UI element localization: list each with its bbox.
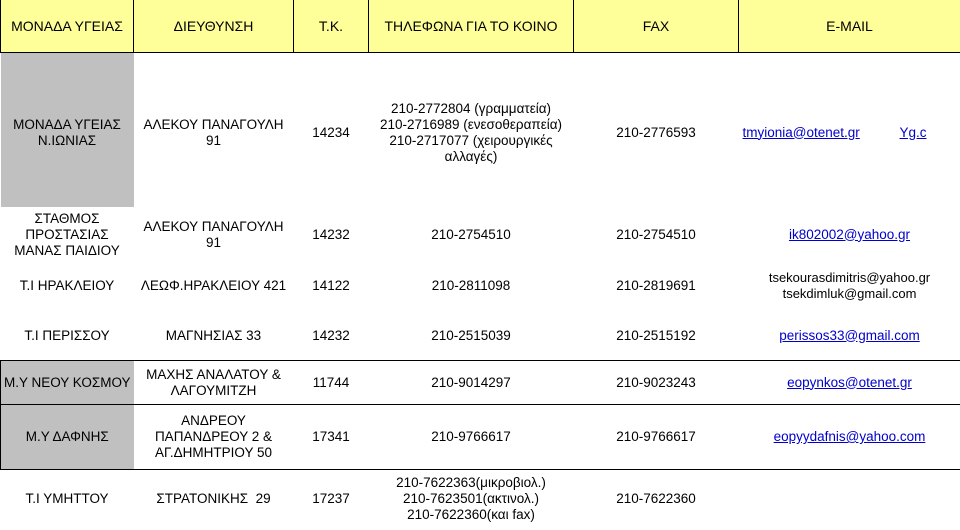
phones-cell: 210-7622363(μικροβιολ.) 210-7623501(ακτινολ.) 210-7622360(και fax) bbox=[396, 474, 546, 522]
unit-cell: Τ.Ι ΥΜΗΤΤΟΥ bbox=[25, 490, 109, 506]
email-cell bbox=[739, 263, 960, 309]
postcode-cell: 14234 bbox=[312, 124, 350, 140]
address-cell: ΛΕΩΦ.ΗΡΑΚΛΕΙΟΥ 421 bbox=[140, 277, 287, 293]
address-cell: ΣΤΡΑΤΟΝΙΚΗΣ 29 bbox=[156, 490, 271, 506]
fax-cell: 210-2776593 bbox=[616, 124, 696, 140]
table-row bbox=[1, 361, 960, 405]
phones-cell: 210-2772804 (γραμματεία) 210-2716989 (ενεσοθεραπεία) 210-2717077 (χειρουργικές αλλαγές) bbox=[379, 100, 563, 164]
gray-cell bbox=[1, 183, 134, 207]
address-cell: ΑΝΔΡΕΟΥ ΠΑΠΑΝΔΡΕΟΥ 2 & ΑΓ.ΔΗΜΗΤΡΙΟΥ 50 bbox=[154, 413, 273, 460]
email-text: tsekdimluk@gmail.com bbox=[782, 285, 917, 301]
spacer-row bbox=[1, 183, 960, 207]
address-cell: ΜΑΧΗΣ ΑΝΑΛΑΤΟΥ & ΛΑΓΟΥΜΙΤΖΗ bbox=[146, 366, 281, 398]
header-address: ΔΙΕΥΘΥΝΣΗ bbox=[134, 0, 294, 53]
phones-cell: 210-2515039 bbox=[431, 327, 511, 343]
table-row bbox=[1, 83, 960, 183]
postcode-cell: 17237 bbox=[312, 490, 350, 506]
table-row bbox=[1, 321, 960, 351]
table-row bbox=[1, 207, 960, 263]
phones-cell: 210-9766617 bbox=[431, 429, 511, 444]
spacer-row bbox=[1, 309, 960, 321]
header-fax: FAX bbox=[574, 0, 739, 53]
unit-cell: ΣΤΑΘΜΟΣ ΠΡΟΣΤΑΣΙΑΣ ΜΑΝΑΣ ΠΑΙΔΙΟΥ bbox=[14, 210, 120, 258]
email-link[interactable]: tmyionia@otenet.gr bbox=[742, 124, 860, 140]
fax-cell: 210-9766617 bbox=[616, 429, 696, 444]
unit-cell: ΜΟΝΑΔΑ ΥΓΕΙΑΣ Ν.ΙΩΝΙΑΣ bbox=[1, 83, 134, 183]
email-link[interactable]: Yg.c bbox=[899, 124, 927, 140]
table-row bbox=[1, 263, 960, 309]
fax-cell: 210-2754510 bbox=[616, 226, 696, 242]
spacer-row bbox=[1, 351, 960, 361]
header-unit: ΜΟΝΑΔΑ ΥΓΕΙΑΣ bbox=[1, 0, 134, 53]
email-link[interactable]: ik802002@yahoo.gr bbox=[788, 226, 911, 242]
header-postcode: Τ.Κ. bbox=[294, 0, 369, 53]
header-row bbox=[1, 0, 960, 53]
fax-cell: 210-2819691 bbox=[616, 277, 696, 293]
unit-cell: Μ.Υ ΝΕΟΥ ΚΟΣΜΟΥ bbox=[1, 361, 134, 405]
phones-cell: 210-2811098 bbox=[431, 277, 511, 293]
header-phones: ΤΗΛΕΦΩΝΑ ΓΙΑ ΤΟ ΚΟΙΝΟ bbox=[369, 0, 574, 53]
email-text: tsekourasdimitris@yahoo.gr bbox=[768, 269, 931, 285]
email-cell bbox=[739, 321, 960, 351]
fax-cell: 210-7622360 bbox=[616, 490, 696, 506]
address-cell: ΑΛΕΚΟΥ ΠΑΝΑΓΟΥΛΗ 91 bbox=[143, 218, 284, 250]
phones-cell: 210-9014297 bbox=[431, 374, 511, 390]
unit-cell: Τ.Ι ΗΡΑΚΛΕΙΟΥ bbox=[19, 277, 115, 293]
postcode-cell: 17341 bbox=[312, 429, 350, 444]
table-row bbox=[1, 470, 960, 528]
postcode-cell: 11744 bbox=[312, 374, 350, 390]
email-cell bbox=[739, 207, 960, 263]
email-link[interactable]: eopynkos@otenet.gr bbox=[787, 374, 912, 390]
postcode-cell: 14232 bbox=[312, 327, 350, 343]
email-cell bbox=[739, 83, 960, 183]
unit-cell: Μ.Υ ΔΑΦΝΗΣ bbox=[1, 405, 134, 470]
email-link[interactable]: perissos33@gmail.com bbox=[779, 327, 920, 343]
unit-cell: Τ.Ι ΠΕΡΙΣΣΟΥ bbox=[24, 327, 110, 343]
email-link[interactable]: eopyydafnis@yahoo.com bbox=[773, 429, 926, 444]
address-cell: ΑΛΕΚΟΥ ΠΑΝΑΓΟΥΛΗ 91 bbox=[143, 116, 284, 148]
postcode-cell: 14122 bbox=[312, 277, 350, 293]
spacer-row bbox=[1, 53, 960, 83]
email-cell bbox=[739, 405, 960, 470]
address-cell: ΜΑΓΝΗΣΙΑΣ 33 bbox=[165, 327, 262, 343]
email-cell bbox=[739, 361, 960, 405]
header-email: E-MAIL bbox=[739, 0, 960, 53]
fax-cell: 210-2515192 bbox=[616, 327, 696, 343]
table-row bbox=[1, 405, 960, 470]
phones-cell: 210-2754510 bbox=[431, 226, 511, 242]
postcode-cell: 14232 bbox=[312, 226, 350, 242]
fax-cell: 210-9023243 bbox=[616, 374, 696, 390]
gray-cell bbox=[1, 53, 134, 83]
email-cell bbox=[739, 470, 960, 528]
